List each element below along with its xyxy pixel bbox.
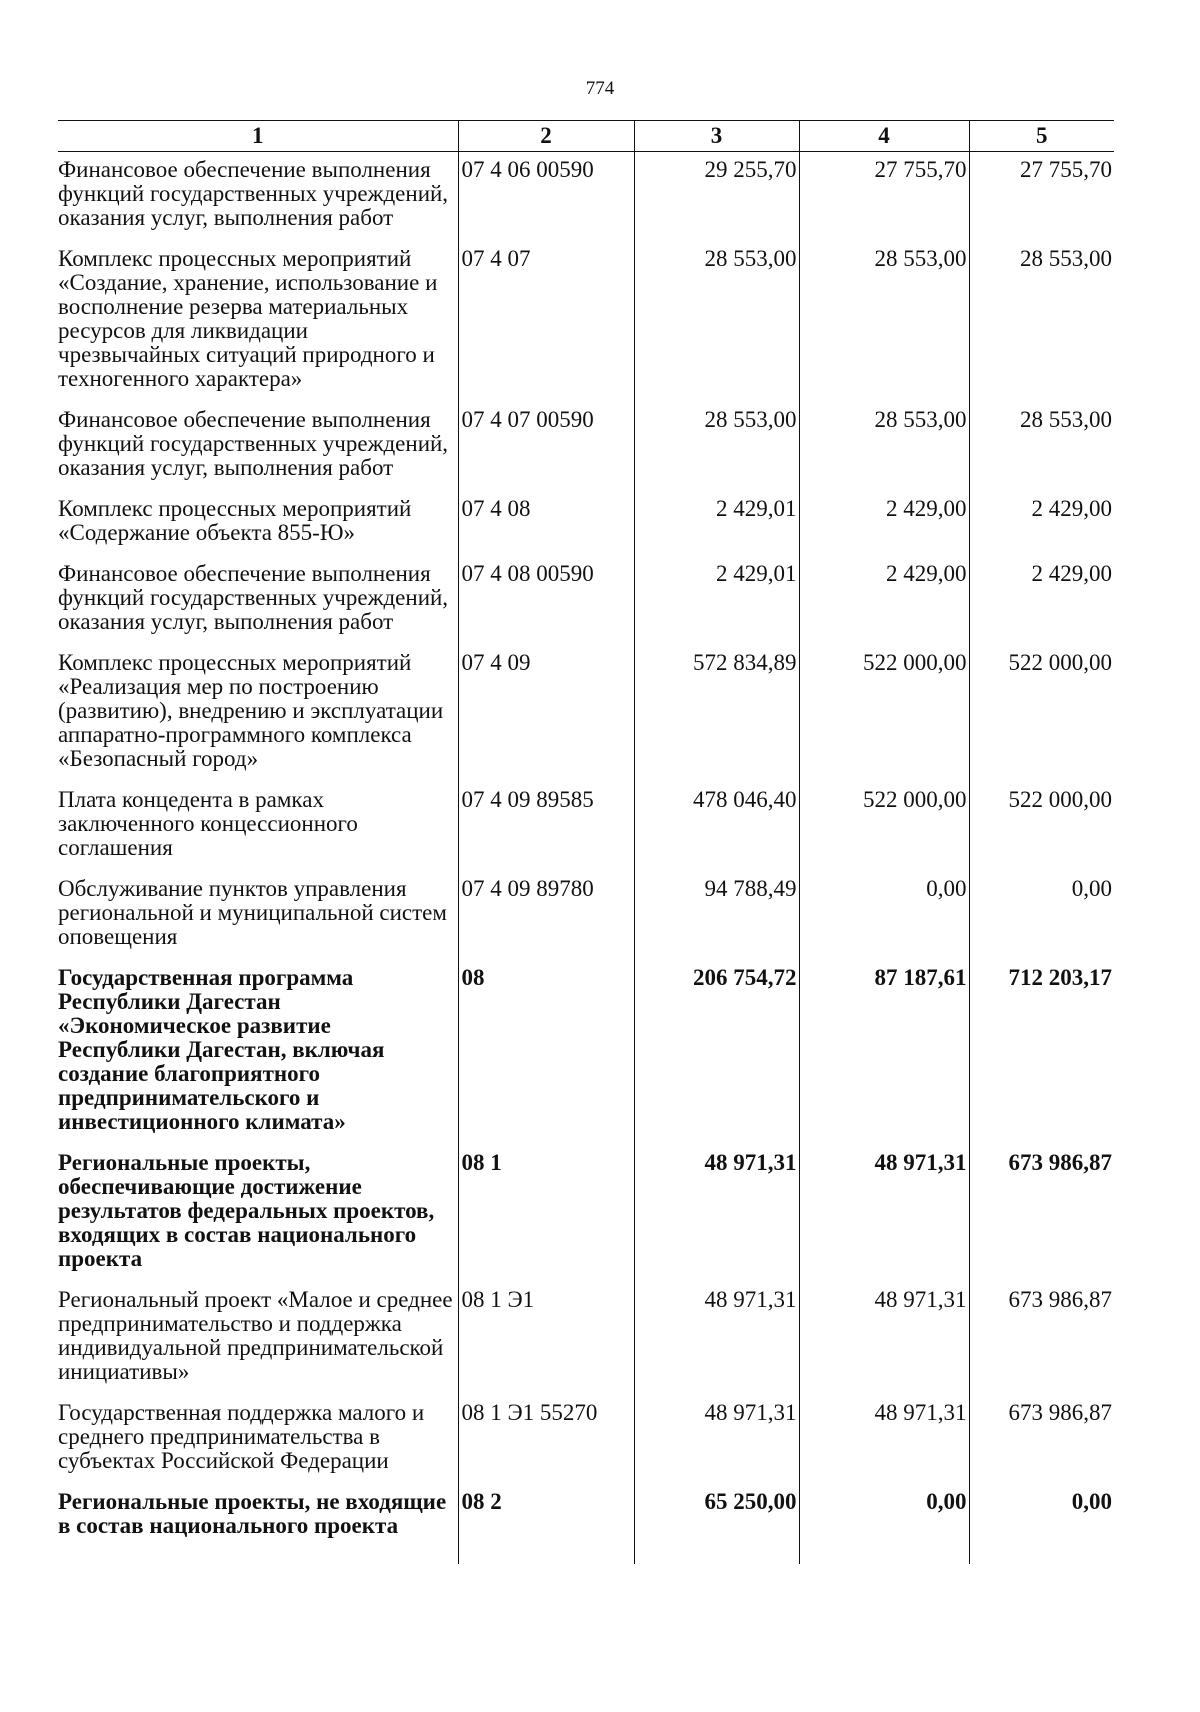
column-header-5: 5 [969, 121, 1114, 152]
row-name-cell: Государственная программа Республики Дагестан «Экономическое развитие Республики Дагестан, включая создание благоприятного предпринимательского и инвестиционного климата» [58, 965, 385, 1134]
budget-table [58, 120, 1114, 1564]
row-value-col4: 522 000,00 [799, 647, 969, 784]
row-code-cell: 07 4 09 89780 [458, 873, 634, 962]
row-code-cell: 07 4 09 [458, 647, 634, 784]
row-value-col4: 48 971,31 [799, 1147, 969, 1284]
row-value-col3: 94 788,49 [634, 873, 799, 962]
row-name-cell: Комплекс процессных мероприятий «Создание, хранение, использование и восполнение резерва материальных ресурсов для ликвидации чрезвычайных ситуаций природного и техногенного характера» [58, 246, 438, 391]
table-row [58, 962, 1114, 1147]
row-code-cell: 08 1 [458, 1147, 634, 1284]
row-value-col3: 65 250,00 [634, 1486, 799, 1564]
row-name-cell: Комплекс процессных мероприятий «Реализация мер по построению (развитию), внедрению и эксплуатации аппаратно-программного комплекса «Безопасный город» [58, 650, 444, 771]
row-value-col4: 28 553,00 [799, 243, 969, 404]
row-value-col4: 27 755,70 [799, 152, 969, 244]
row-code-cell: 08 2 [458, 1486, 634, 1564]
row-value-col5: 673 986,87 [969, 1147, 1114, 1284]
table-row [58, 1147, 1114, 1284]
row-value-col4: 48 971,31 [799, 1397, 969, 1486]
row-value-col4: 522 000,00 [799, 784, 969, 873]
row-name-cell: Комплекс процессных мероприятий «Содержание объекта 855-Ю» [58, 496, 412, 545]
row-value-col4: 0,00 [799, 873, 969, 962]
row-value-col5: 0,00 [969, 1486, 1114, 1564]
row-value-col5: 522 000,00 [969, 784, 1114, 873]
row-code-cell: 08 1 Э1 [458, 1284, 634, 1397]
table-row [58, 1284, 1114, 1397]
row-value-col5: 673 986,87 [969, 1397, 1114, 1486]
table-row [58, 493, 1114, 558]
row-code-cell: 07 4 07 [458, 243, 634, 404]
row-value-col3: 478 046,40 [634, 784, 799, 873]
row-value-col5: 2 429,00 [969, 493, 1114, 558]
table-header [58, 121, 1114, 152]
row-code-cell: 08 [458, 962, 634, 1147]
row-value-col5: 2 429,00 [969, 558, 1114, 647]
row-code-cell: 08 1 Э1 55270 [458, 1397, 634, 1486]
row-name-cell: Региональный проект «Малое и среднее предпринимательство и поддержка индивидуальной предпринимательской инициативы» [58, 1287, 453, 1384]
row-name-cell: Государственная поддержка малого и среднего предпринимательства в субъектах Российской Федерации [58, 1400, 425, 1473]
row-value-col4: 2 429,00 [799, 493, 969, 558]
table-row [58, 784, 1114, 873]
table-row [58, 647, 1114, 784]
row-code-cell: 07 4 07 00590 [458, 404, 634, 493]
header-row [58, 121, 1114, 152]
row-value-col3: 28 553,00 [634, 243, 799, 404]
row-name-cell: Обслуживание пунктов управления региональной и муниципальной систем оповещения [58, 876, 447, 949]
row-name-cell: Финансовое обеспечение выполнения функций государственных учреждений, оказания услуг, выполнения работ [58, 561, 449, 634]
table-row [58, 873, 1114, 962]
row-value-col5: 28 553,00 [969, 404, 1114, 493]
table-row [58, 152, 1114, 244]
row-value-col3: 2 429,01 [634, 558, 799, 647]
row-code-cell: 07 4 08 00590 [458, 558, 634, 647]
row-value-col5: 27 755,70 [969, 152, 1114, 244]
row-value-col3: 48 971,31 [634, 1284, 799, 1397]
row-value-col4: 2 429,00 [799, 558, 969, 647]
row-value-col4: 0,00 [799, 1486, 969, 1564]
column-header-3: 3 [634, 121, 799, 152]
row-value-col3: 48 971,31 [634, 1147, 799, 1284]
column-header-1: 1 [58, 121, 458, 152]
table-row [58, 1397, 1114, 1486]
row-code-cell: 07 4 06 00590 [458, 152, 634, 244]
table-row [58, 243, 1114, 404]
row-value-col4: 87 187,61 [799, 962, 969, 1147]
row-value-col4: 28 553,00 [799, 404, 969, 493]
table-row [58, 558, 1114, 647]
row-value-col5: 712 203,17 [969, 962, 1114, 1147]
row-value-col5: 28 553,00 [969, 243, 1114, 404]
table-body [58, 152, 1114, 1565]
row-code-cell: 07 4 08 [458, 493, 634, 558]
row-value-col5: 522 000,00 [969, 647, 1114, 784]
row-value-col5: 0,00 [969, 873, 1114, 962]
row-value-col3: 28 553,00 [634, 404, 799, 493]
table-row [58, 1486, 1114, 1564]
column-header-2: 2 [458, 121, 634, 152]
row-value-col3: 2 429,01 [634, 493, 799, 558]
page-number: 774 [585, 78, 615, 99]
row-value-col3: 29 255,70 [634, 152, 799, 244]
row-name-cell: Финансовое обеспечение выполнения функций государственных учреждений, оказания услуг, выполнения работ [58, 157, 449, 230]
row-name-cell: Финансовое обеспечение выполнения функций государственных учреждений, оказания услуг, выполнения работ [58, 407, 449, 480]
row-code-cell: 07 4 09 89585 [458, 784, 634, 873]
row-value-col4: 48 971,31 [799, 1284, 969, 1397]
table-row [58, 404, 1114, 493]
row-value-col3: 572 834,89 [634, 647, 799, 784]
row-value-col5: 673 986,87 [969, 1284, 1114, 1397]
column-header-4: 4 [799, 121, 969, 152]
row-name-cell: Региональные проекты, не входящие в состав национального проекта [58, 1489, 447, 1538]
row-value-col3: 48 971,31 [634, 1397, 799, 1486]
row-value-col3: 206 754,72 [634, 962, 799, 1147]
row-name-cell: Плата концедента в рамках заключенного концессионного соглашения [58, 787, 358, 860]
row-name-cell: Региональные проекты, обеспечивающие достижение результатов федеральных проектов, входящих в состав национального проекта [58, 1150, 435, 1271]
